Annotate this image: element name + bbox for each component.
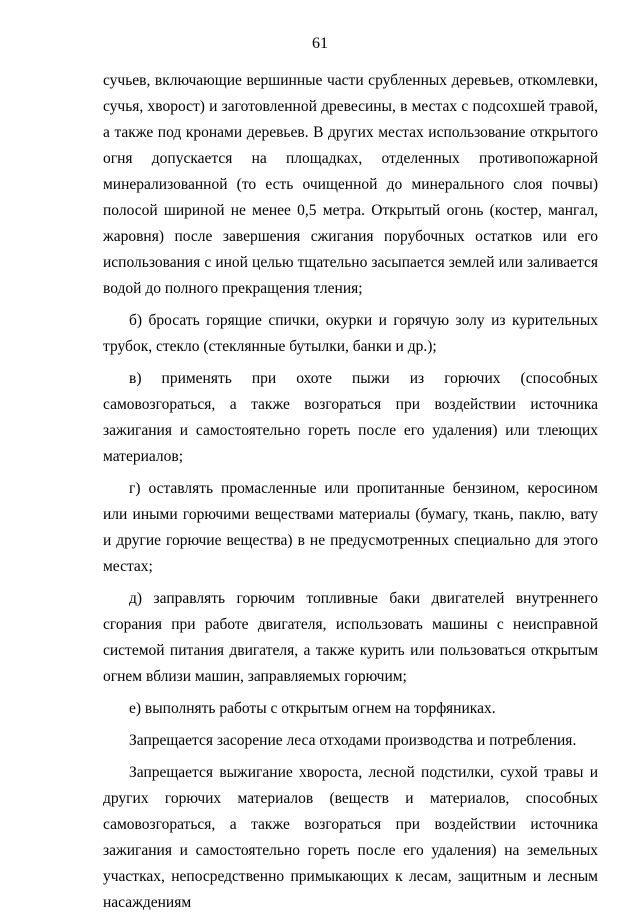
paragraph-littering-ban: Запрещается засорение леса отходами производства и потребления. — [129, 732, 577, 749]
page-number: 61 — [312, 35, 328, 52]
paragraph-item-b: б) бросать горящие спички, окурки и горячую золу из курительных трубок, стекло (стеклянные бутылки, банки и др.); — [103, 312, 598, 355]
paragraph-burning-ban: Запрещается выжигание хвороста, лесной подстилки, сухой травы и других горючих материалов (веществ и материалов, способных самовозгораться, а также возгораться при воздействии источника зажигания и самостоятельно гореть после его удаления) на земельных участках, непосредственно примыкающих к лесам, защитным и лесным насаждениям — [103, 764, 598, 911]
paragraph-item-g: г) оставлять промасленные или пропитанные бензином, керосином или иными горючими веществами материалы (бумагу, ткань, паклю, вату и другие горючие вещества) в не предусмотренных специально для этого местах; — [103, 480, 598, 575]
document-body — [103, 68, 598, 922]
paragraph-item-e: е) выполнять работы с открытым огнем на торфяниках. — [129, 700, 496, 717]
paragraph-continuation: сучьев, включающие вершинные части срубленных деревьев, откомлевки, сучья, хворост) и заготовленной древесины, в местах с подсохшей травой, а также под кронами деревьев. В других местах использование открытого огня допускается на площадках, отделенных противопожарной минерализованной (то есть очищенной до минерального слоя почвы) полосой шириной не менее 0,5 метра. Открытый огонь (костер, мангал, жаровня) после завершения сжигания порубочных остатков или его использования с иной целью тщательно засыпается землей или заливается водой до полного прекращения тления; — [103, 72, 598, 297]
paragraph-item-d: д) заправлять горючим топливные баки двигателей внутреннего сгорания при работе двигателя, использовать машины с неисправной системой питания двигателя, а также курить или пользоваться открытым огнем вблизи машин, заправляемых горючим; — [103, 590, 598, 685]
paragraph-item-v: в) применять при охоте пыжи из горючих (способных самовозгораться, а также возгораться при воздействии источника зажигания и самостоятельно гореть после его удаления) или тлеющих материалов; — [103, 370, 598, 465]
